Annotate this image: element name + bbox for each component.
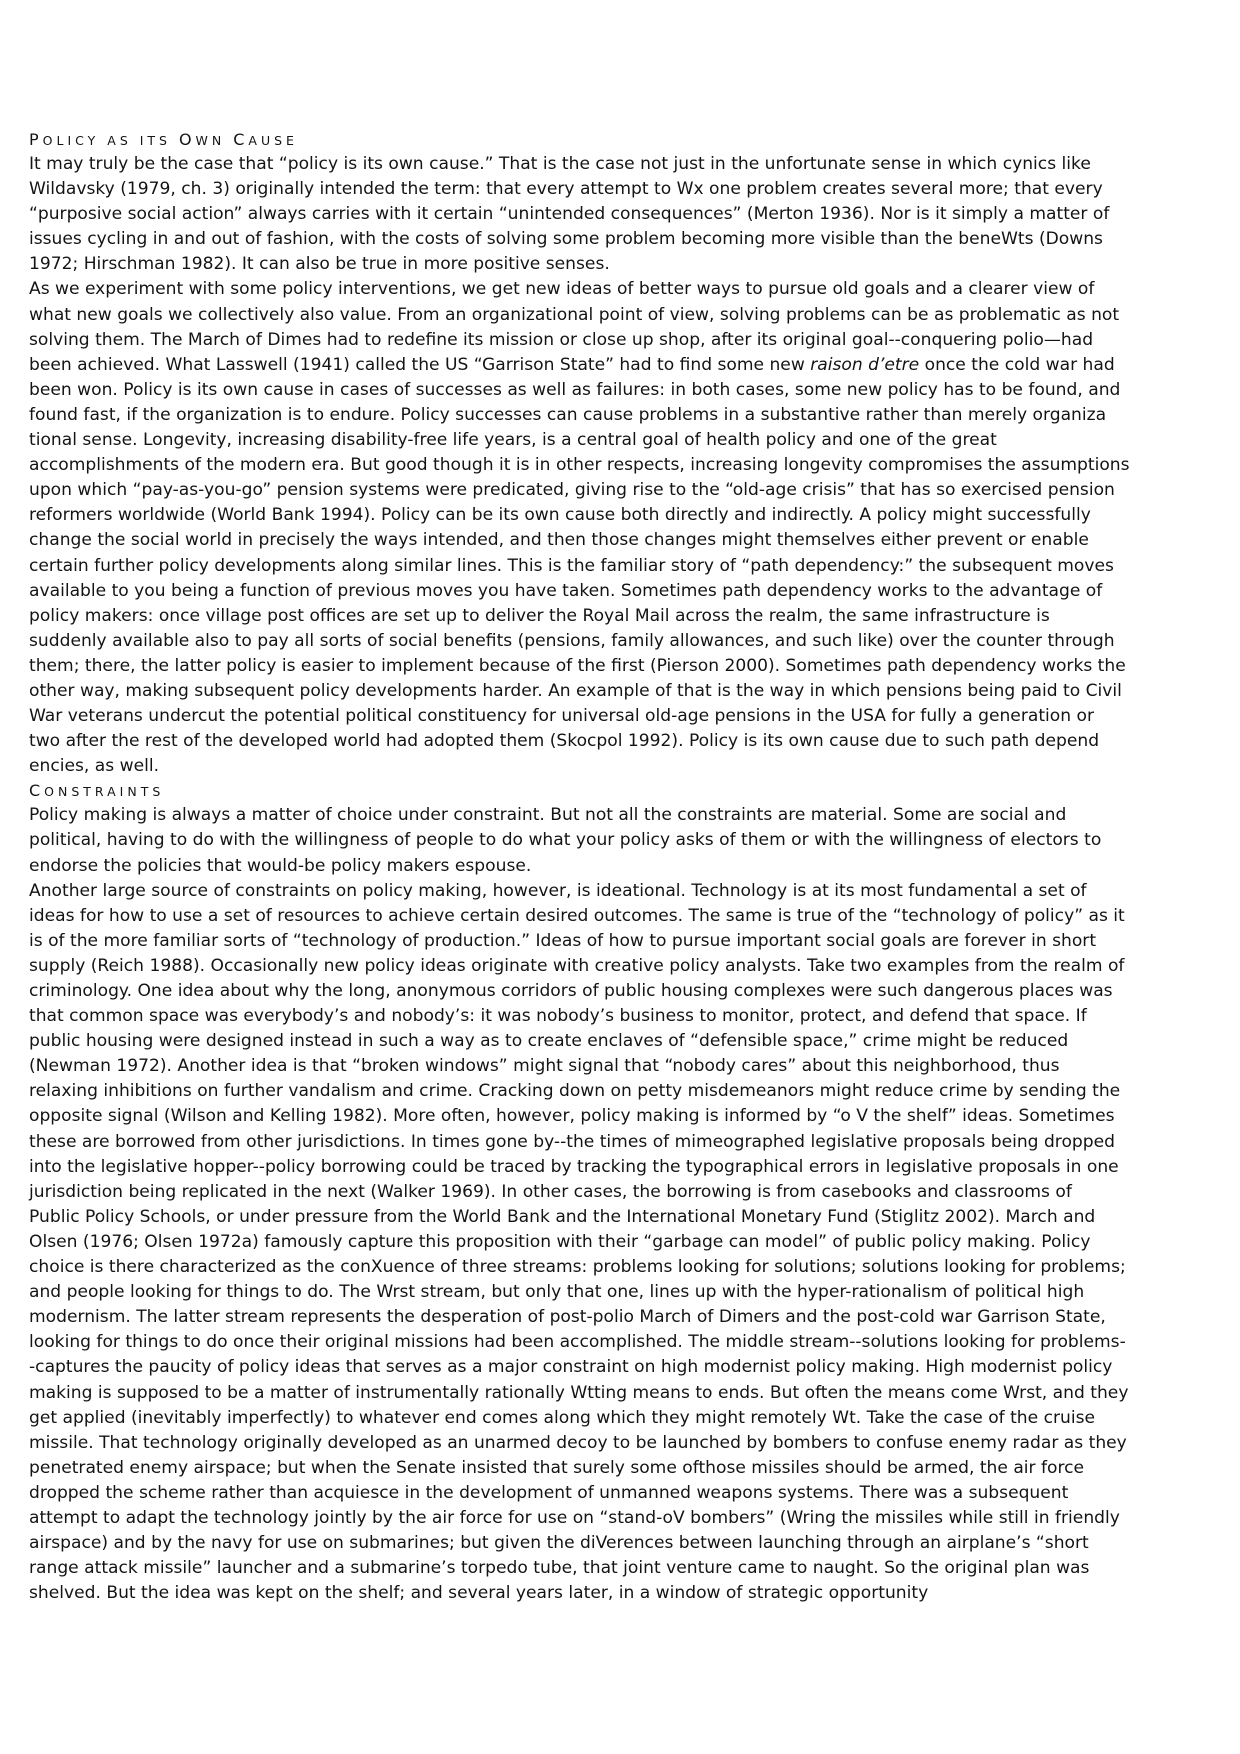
text-line: ideas for how to use a set of resources to achieve certain desired outcomes. The same is true of the “technology of policy” as it: [29, 905, 1125, 926]
text-line: (Newman 1972). Another idea is that “broken windows” might signal that “nobody cares” about this neighborhood, thus: [29, 1056, 1060, 1077]
text-line: jurisdiction being replicated in the next (Walker 1969). In other cases, the borrowing is from casebooks and classrooms of: [29, 1181, 1072, 1202]
paragraph: [29, 879, 1211, 1607]
text-line: tional sense. Longevity, increasing disability-free life years, is a central goal of health policy and one of the great: [29, 430, 997, 451]
text-line: reformers worldwide (World Bank 1994). Policy can be its own cause both directly and indirectly. A policy might successfully: [29, 505, 1091, 526]
text-line: change the social world in precisely the ways intended, and then those changes might themselves either prevent or enable: [29, 530, 1089, 551]
text-line: accomplishments of the modern era. But good though it is in other respects, increasing longevity compromises the assumptions: [29, 455, 1130, 476]
text-line: “purposive social action” always carries with it certain “unintended consequences” (Merton 1936). Nor is it simply a matter of: [29, 204, 1110, 225]
text-line: been won. Policy is its own cause in cases of successes as well as failures: in both cases, some new policy has to be found, and: [29, 379, 1121, 400]
text-line: -captures the paucity of policy ideas that serves as a major constraint on high modernist policy making. High modernist policy: [29, 1357, 1113, 1378]
text-line: 1972; Hirschman 1982). It can also be true in more positive senses.: [29, 254, 610, 275]
text-line: range attack missile” launcher and a submarine’s torpedo tube, that joint venture came to naught. So the original plan was: [29, 1558, 1090, 1579]
text-line: them; there, the latter policy is easier to implement because of the first (Pierson 2000). Sometimes path dependency works the: [29, 655, 1126, 676]
text-line: endorse the policies that would-be policy makers espouse.: [29, 855, 532, 876]
text-line: criminology. One idea about why the long, anonymous corridors of public housing complexes were such dangerous places was: [29, 981, 1113, 1001]
text-line: and people looking for things to do. The Wrst stream, but only that one, lines up with the hyper-rationalism of political high: [29, 1282, 1085, 1303]
paragraph: [29, 277, 1211, 779]
text-line: suddenly available also to pay all sorts of social benefits (pensions, family allowances, and such like) over the counter through: [29, 630, 1115, 651]
text-line: missile. That technology originally developed as an unarmed decoy to be launched by bombers to confuse enemy radar as they: [29, 1432, 1127, 1453]
paragraph: [29, 152, 1211, 277]
text-line: dropped the scheme rather than acquiesce in the development of unmanned weapons systems. There was a subsequent: [29, 1482, 1069, 1503]
text-line: modernism. The latter stream represents the desperation of post-polio March of Dimers and the post-cold war Garrison State,: [29, 1307, 1106, 1328]
text-line: issues cycling in and out of fashion, with the costs of solving some problem becoming more visible than the beneWts (Downs: [29, 229, 1103, 250]
text-line: Wildavsky (1979, ch. 3) originally intended the term: that every attempt to Wx one problem creates several more; that every: [29, 179, 1103, 200]
text-line: choice is there characterized as the conXuence of three streams: problems looking for solutions; solutions looking for problems;: [29, 1257, 1126, 1278]
text-line: Policy making is always a matter of choice under constraint. But not all the constraints are material. Some are social and: [29, 805, 1067, 826]
text-line: supply (Reich 1988). Occasionally new policy ideas originate with creative policy analysts. Take two examples from the realm of: [29, 955, 1125, 976]
text-line: been achieved. What Lasswell (1941) called the US “Garrison State” had to find some new raison d’etre once the cold war had: [29, 354, 1115, 375]
text-line: is of the more familiar sorts of “technology of production.” Ideas of how to pursue important social goals are forever in short: [29, 930, 1097, 951]
text-line: Public Policy Schools, or under pressure from the World Bank and the International Monetary Fund (Stiglitz 2002). March and: [29, 1206, 1096, 1227]
text-line: As we experiment with some policy interventions, we get new ideas of better ways to pursue old goals and a clearer view of: [29, 279, 1095, 300]
text-line: Olsen (1976; Olsen 1972a) famously capture this proposition with their “garbage can model” of public policy making. Policy: [29, 1231, 1091, 1252]
text-line: what new goals we collectively also value. From an organizational point of view, solving problems can be as problematic as not: [29, 304, 1120, 325]
text-line: War veterans undercut the potential political constituency for universal old-age pensions in the USA for fully a generation or: [29, 706, 1094, 727]
text-line: encies, as well.: [29, 756, 160, 777]
document-page: [29, 128, 1211, 1606]
text-line: Another large source of constraints on policy making, however, is ideational. Technology is at its most fundamental a set of: [29, 880, 1087, 901]
text-line: into the legislative hopper--policy borrowing could be traced by tracking the typographical errors in legislative proposals in one: [29, 1156, 1119, 1177]
text-line: get applied (inevitably imperfectly) to whatever end comes along which they might remotely Wt. Take the case of the cruise: [29, 1407, 1096, 1428]
text-line: looking for things to do once their original missions had been accomplished. The middle stream--solutions looking for problems-: [29, 1332, 1126, 1353]
text-line: relaxing inhibitions on further vandalism and crime. Cracking down on petty misdemeanors might reduce crime by sending the: [29, 1081, 1121, 1102]
text-line: penetrated enemy airspace; but when the Senate insisted that surely some ofthose missiles should be armed, the air force: [29, 1457, 1085, 1478]
text-line: other way, making subsequent policy developments harder. An example of that is the way in which pensions being paid to Civil: [29, 680, 1122, 701]
text-line: solving them. The March of Dimes had to redefine its mission or close up shop, after its original goal--conquering polio—had: [29, 329, 1094, 350]
section-heading-policy-as-its-own-cause: POLICY AS ITS OWN CAUSE: [29, 130, 298, 149]
italic-term: raison d’etre: [810, 354, 920, 375]
text-line: opposite signal (Wilson and Kelling 1982). More often, however, policy making is informed by “o V the shelf” ideas. Sometimes: [29, 1106, 1115, 1127]
text-line: two after the rest of the developed world had adopted them (Skocpol 1992). Policy is its own cause due to such path depend: [29, 731, 1100, 752]
text-line: available to you being a function of previous moves you have taken. Sometimes path dependency works to the advantage of: [29, 580, 1103, 601]
paragraph: [29, 803, 1211, 878]
text-line: that common space was everybody’s and nobody’s: it was nobody’s business to monitor, protect, and defend that space. If: [29, 1006, 1087, 1027]
text-line: airspace) and by the navy for use on submarines; but given the diVerences between launching through an airplane’s “short: [29, 1533, 1089, 1554]
text-line: found fast, if the organization is to endure. Policy successes can cause problems in a substantive rather than merely organiza: [29, 404, 1107, 425]
text-line: these are borrowed from other jurisdictions. In times gone by--the times of mimeographed legislative proposals being dropped: [29, 1131, 1115, 1152]
section-heading-constraints: CONSTRAINTS: [29, 781, 165, 801]
text-line: public housing were designed instead in such a way as to create enclaves of “defensible space,” crime might be reduced: [29, 1031, 1069, 1052]
text-line: policy makers: once village post offices are set up to deliver the Royal Mail across the realm, the same infrastructure is: [29, 605, 1050, 626]
text-line: attempt to adapt the technology jointly by the air force for use on “stand-oV bombers” (Wring the missiles while still in friendly: [29, 1507, 1120, 1528]
text-line: shelved. But the idea was kept on the shelf; and several years later, in a window of strategic opportunity: [29, 1583, 929, 1604]
text-line: making is supposed to be a matter of instrumentally rationally Wtting means to ends. But often the means come Wrst, and they: [29, 1382, 1129, 1403]
text-line: political, having to do with the willingness of people to do what your policy asks of them or with the willingness of electors to: [29, 830, 1102, 851]
text-line: certain further policy developments along similar lines. This is the familiar story of “path dependency:” the subsequent moves: [29, 555, 1114, 576]
text-line: It may truly be the case that “policy is its own cause.” That is the case not just in the unfortunate sense in which cynics like: [29, 154, 1091, 174]
text-line: upon which “pay-as-you-go” pension systems were predicated, giving rise to the “old-age crisis” that has so exercised pension: [29, 480, 1115, 501]
